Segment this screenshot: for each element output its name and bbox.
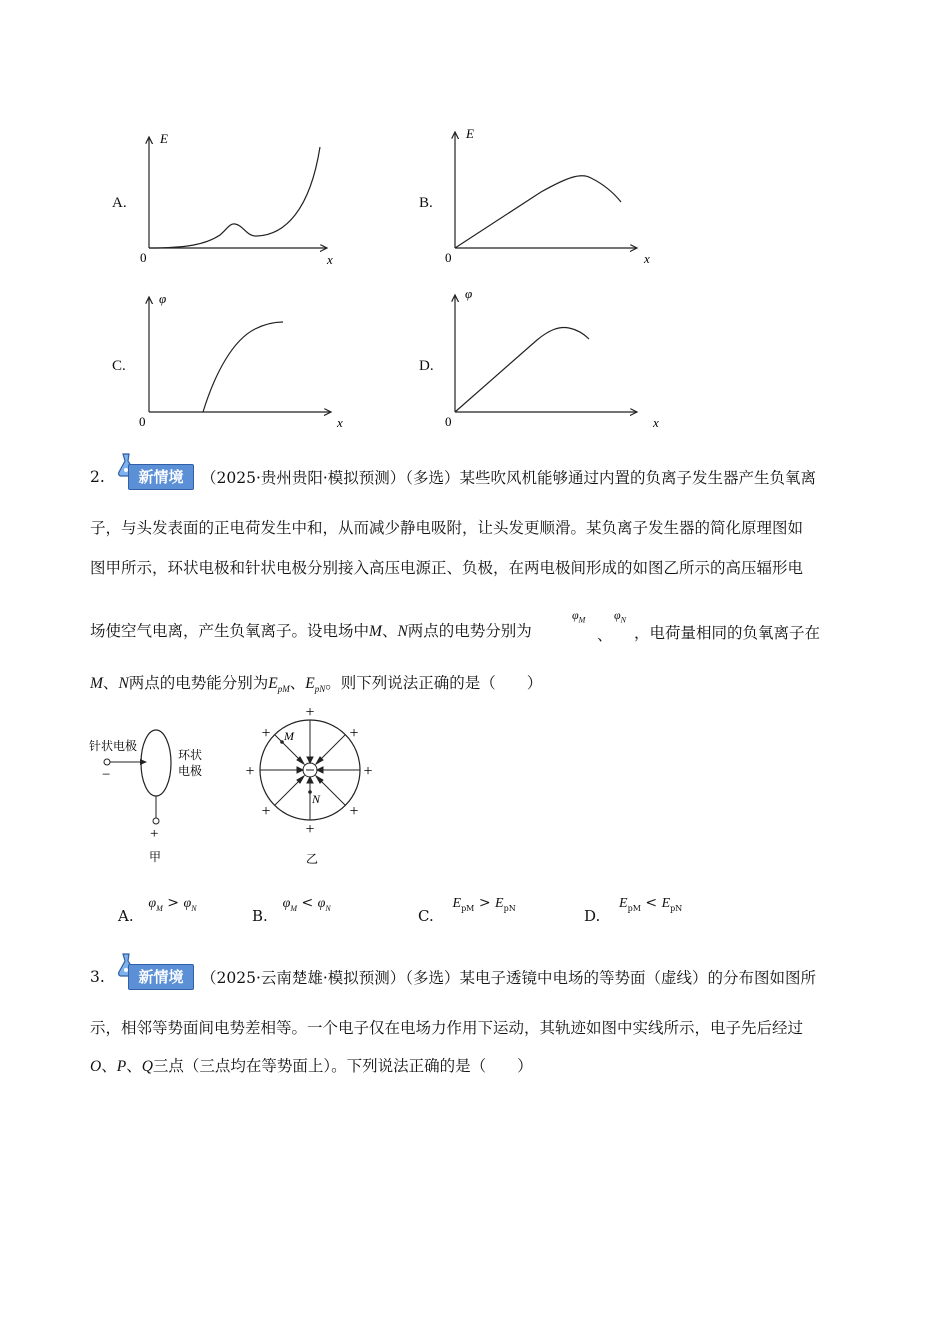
option-d-label: D. xyxy=(419,358,434,374)
graph-a-origin: 0 xyxy=(140,250,147,265)
graph-d-ylabel: φ xyxy=(465,286,473,301)
phi-m-symbol: $\varphi_M$ xyxy=(572,608,586,625)
q2-line4-b: 两点的电势分别为 xyxy=(407,622,532,640)
graph-d-origin: 0 xyxy=(445,414,452,429)
q2-line4-sep: 、 xyxy=(381,622,398,640)
q2-option-b-expr: $\varphi_M < \varphi_N$ xyxy=(282,895,331,913)
option-a-label: A. xyxy=(112,195,127,211)
q2-option-a[interactable]: A. $\varphi_M > \varphi_N$ xyxy=(118,895,197,925)
q2-number: 2. xyxy=(90,468,105,486)
graph-a xyxy=(135,125,350,270)
plus-right: + xyxy=(363,763,373,780)
q3-badge xyxy=(128,956,198,992)
graph-b-origin: 0 xyxy=(445,250,452,265)
ring-electrode-label-1: 环状 xyxy=(178,748,203,762)
phi-n-symbol: $\varphi_N$ xyxy=(614,608,626,625)
graph-a-ylabel: E xyxy=(160,131,168,146)
point-m-label: M xyxy=(284,729,294,743)
figure-jia-caption: 甲 xyxy=(149,850,162,864)
q3-line3: O、P、Q三点（三点均在等势面上）。下列说法正确的是（ ） xyxy=(90,1057,533,1075)
q2-option-c-expr: $E_{pM} > E_{pN}$ xyxy=(452,895,516,913)
graph-b-xlabel: x xyxy=(644,251,650,266)
q3-badge-text: 新情境 xyxy=(128,964,194,990)
plus-top-right: + xyxy=(349,725,359,742)
q3-line1: （2025·云南楚雄·模拟预测）（多选）某电子透镜中电场的等势面（虚线）的分布图如图所 xyxy=(201,969,817,987)
figure-yi xyxy=(240,700,380,870)
plus-top: + xyxy=(305,704,315,721)
option-b-label: B. xyxy=(419,195,433,211)
graph-d xyxy=(441,283,661,433)
figure-jia xyxy=(85,725,215,870)
graph-d-xlabel: x xyxy=(653,415,659,430)
graph-c-origin: 0 xyxy=(139,414,146,429)
q2-line1: （2025·贵州贵阳·模拟预测）（多选）某些吹风机能够通过内置的负离子发生器产生负氧离 xyxy=(201,469,817,487)
q2-option-a-expr: $\varphi_M > \varphi_N$ xyxy=(148,895,197,913)
q3-line2: 示，相邻等势面间电势差相等。一个电子仅在电场力作用下运动，其轨迹如图中实线所示，电子先后经过 xyxy=(90,1019,804,1037)
plus-top-left: + xyxy=(261,725,271,742)
q2-line5: M、N两点的电势能分别为$E_{pM}$、$E_{pN}$。则下列说法正确的是（ ） xyxy=(90,674,543,695)
q2-line4-N: N xyxy=(397,623,408,640)
plus-bottom-right: + xyxy=(349,803,359,820)
q2-line3: 图甲所示，环状电极和针状电极分别接入高压电源正、负极，在两电极间形成的如图乙所示的高压辐形电 xyxy=(90,559,804,577)
q2-line4-M: M xyxy=(369,623,382,640)
graph-a-xlabel: x xyxy=(327,252,333,267)
minus-sign: − xyxy=(102,767,111,783)
graph-b-ylabel: E xyxy=(466,126,474,141)
plus-bottom: + xyxy=(305,821,315,838)
option-c-label: C. xyxy=(112,358,126,374)
q2-line4-c: ，电荷量相同的负氧离子在 xyxy=(634,624,821,642)
q2-option-d[interactable]: D. $E_{pM} < E_{pN}$ xyxy=(584,895,683,925)
figure-yi-caption: 乙 xyxy=(306,852,319,866)
q2-line2: 子，与头发表面的正电荷发生中和，从而减少静电吸附，让头发更顺滑。某负离子发生器的简化原理图如 xyxy=(90,519,804,537)
q2-dun: 、 xyxy=(597,626,613,644)
needle-electrode-label: 针状电极 xyxy=(89,739,138,753)
graph-c-xlabel: x xyxy=(337,415,343,430)
graph-c xyxy=(135,285,355,435)
q2-line4-a: 场使空气电离，产生负氧离子。设电场中 xyxy=(90,622,370,640)
q3-number: 3. xyxy=(90,968,105,986)
q2-badge-text: 新情境 xyxy=(128,464,194,490)
plus-bottom-left: + xyxy=(261,803,271,820)
q2-option-c[interactable]: C. $E_{pM} > E_{pN}$ xyxy=(418,895,516,925)
q2-option-b[interactable]: B. $\varphi_M < \varphi_N$ xyxy=(252,895,331,925)
ring-electrode-label-2: 电极 xyxy=(178,764,203,778)
graph-c-ylabel: φ xyxy=(159,291,167,306)
plus-left: + xyxy=(245,763,255,780)
plus-sign: + xyxy=(150,826,159,842)
q2-badge xyxy=(128,456,198,492)
point-n-label: N xyxy=(312,792,321,806)
graph-b xyxy=(441,120,656,270)
q2-option-d-expr: $E_{pM} < E_{pN}$ xyxy=(619,895,683,913)
